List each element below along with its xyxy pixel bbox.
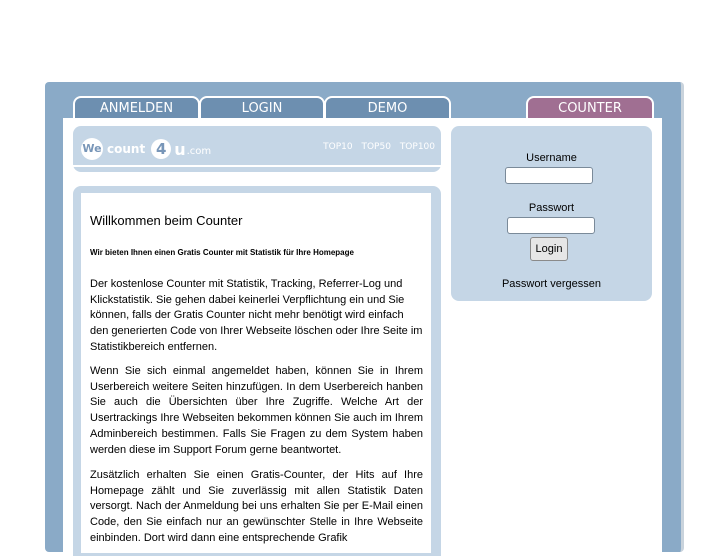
top50-link[interactable]: TOP50 (361, 142, 391, 152)
userbereich-paragraph: Wenn Sie sich einmal angemeldet haben, können Sie in Ihrem Userbereich weitere Seiten hinzufügen. In dem Userbereich hanben Sie auch die Übersichten über Ihre Zugriffe. Welche Art der Usertrackings Ihre Webseiten bekommen können Sie auch im Ihrem Adminbereich bestimmen. Falls Sie Fragen zu dem System haben werden diese im Support Forum gerne beantwortet. (90, 365, 423, 456)
tab-login[interactable]: LOGIN (199, 96, 325, 119)
login-button[interactable]: Login (530, 237, 568, 261)
page-title: Willkommen beim Counter (90, 213, 243, 228)
username-label: Username (526, 152, 577, 164)
header-bar (73, 126, 441, 172)
content-area (81, 193, 431, 553)
login-box (451, 126, 652, 301)
tab-counter[interactable]: COUNTER (526, 96, 654, 119)
password-label: Passwort (528, 202, 575, 214)
logo-count: count (107, 142, 146, 156)
top10-link[interactable]: TOP10 (323, 142, 353, 152)
password-input[interactable] (507, 217, 595, 234)
intro-paragraph: Der kostenlose Counter mit Statistik, Tracking, Referrer-Log und Klickstatistik. Sie gehen dabei keinerlei Verpflichtung ein und Sie können, falls der Gratis Counter nicht mehr benötigt wird einfach den generierten Code von Ihrer Webseite löschen oder Ihre Seite im Statistikbereich entfernen. (90, 278, 423, 353)
logo-four: 4 (151, 139, 171, 159)
username-input[interactable] (505, 167, 593, 184)
top100-link[interactable]: TOP100 (399, 142, 435, 152)
header-divider (73, 165, 441, 167)
counter-paragraph: Zusätzlich erhalten Sie einen Gratis-Counter, der Hits auf Ihre Homepage zählt und Sie zuverlässig mit allen Statistik Daten versorgt. Nach der Anmeldung bei uns erhalten Sie per E-Mail einen Code, den Sie einfach nur an gewünschter Stelle in Ihre Webseite einbinden. Dort wird dann eine entsprechende Grafik (90, 469, 423, 544)
tab-anmelden[interactable]: ANMELDEN (73, 96, 200, 119)
logo-u: u (174, 139, 186, 159)
forgot-password-link[interactable]: Passwort vergessen (501, 278, 602, 290)
page-subtitle: Wir bieten Ihnen einen Gratis Counter mit Statistik für Ihre Homepage (90, 248, 354, 257)
logo-we: We (81, 138, 103, 160)
logo-com: .com (186, 145, 212, 157)
site-logo[interactable] (81, 138, 211, 160)
tab-demo[interactable]: DEMO (324, 96, 451, 119)
top-links (317, 142, 435, 152)
